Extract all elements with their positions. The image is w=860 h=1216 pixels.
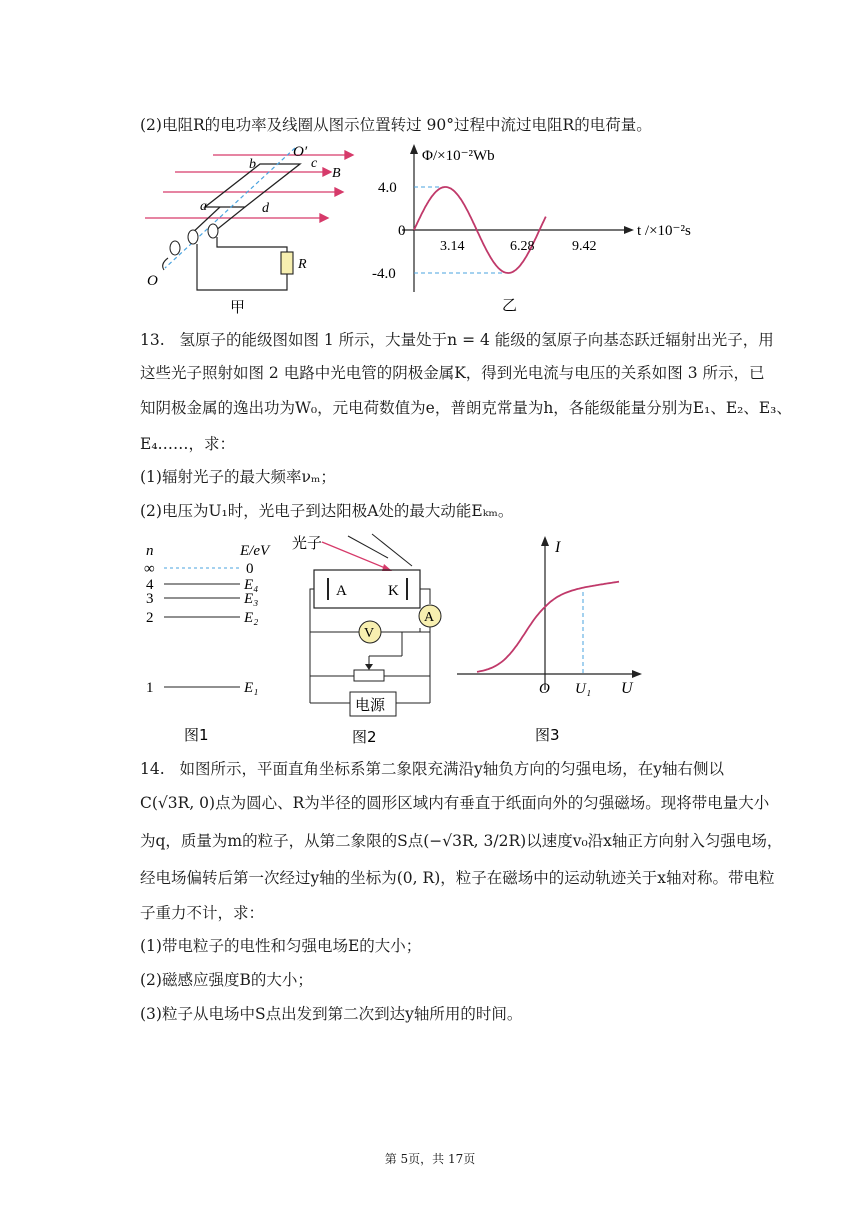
x-tick: 6.28 <box>510 239 535 254</box>
label-b: b <box>249 157 256 172</box>
E-label: E/eV <box>240 543 270 559</box>
page-footer: 第 5页，共 17页 <box>384 1152 476 1166</box>
level-E: E₂ <box>244 610 259 626</box>
label-B: B <box>332 166 341 181</box>
origin-label: O <box>539 681 550 697</box>
level-n: ∞ <box>144 561 155 577</box>
u1-label: U₁ <box>575 681 592 697</box>
q13-part2: (2)电压为U₁时，光电子到达阳极A处的最大动能Eₖₘ。 <box>140 502 514 520</box>
q14-line-1 <box>140 757 724 779</box>
level-n: 2 <box>146 610 154 626</box>
n-label: n <box>146 543 154 559</box>
y-axis-label: I <box>555 539 561 556</box>
q14-text: 如图所示，平面直角坐标系第二象限充满沿y轴负方向的匀强电场，在y轴右侧以 <box>179 760 724 778</box>
q14-line-5: 子重力不计，求： <box>140 904 265 922</box>
figure-2-photocell-circuit <box>292 528 452 750</box>
label-a: a <box>200 199 207 214</box>
figure-3-iu-curve <box>455 530 655 750</box>
level-E: E₃ <box>244 591 259 607</box>
level-n: 1 <box>146 680 154 696</box>
q14-number: 14. <box>140 760 165 778</box>
q13-line-1 <box>140 328 774 350</box>
source-label: 电源 <box>355 696 386 714</box>
q13-text: 氢原子的能级图如图 1 所示，大量处于n = 4 能级的氢原子向基态跃迁辐射出光子，用 <box>179 331 774 349</box>
y-tick: -4.0 <box>372 266 396 282</box>
photon-label: 光子 <box>292 534 323 552</box>
x-axis-label: U <box>621 680 633 697</box>
q13-line-4: E₄……，求： <box>140 435 236 453</box>
y-tick: 0 <box>398 223 406 239</box>
ammeter-label: A <box>424 610 435 625</box>
q14-part3: (3)粒子从电场中S点出发到第二次到达y轴所用的时间。 <box>140 1005 523 1023</box>
x-tick: 9.42 <box>572 239 597 254</box>
y-axis-label: Φ/×10⁻²Wb <box>422 148 495 164</box>
caption-fig3: 图3 <box>535 726 560 744</box>
level-E: E₄ <box>244 577 259 593</box>
q14-part2: (2)磁感应强度B的大小； <box>140 971 313 989</box>
label-d: d <box>262 201 269 216</box>
caption-fig2: 图2 <box>352 728 377 746</box>
q14-line-3: 为q，质量为m的粒子，从第二象限的S点(−√3R, 3/2R)以速度v₀沿x轴正方向射入匀强电场， <box>140 832 783 850</box>
level-n: 3 <box>146 591 154 607</box>
q14-line-2: C(√3R, 0)点为圆心、R为半径的圆形区域内有垂直于纸面向外的匀强磁场。现将带电量大小 <box>140 794 770 812</box>
voltmeter-label: V <box>364 626 375 641</box>
y-tick: 4.0 <box>378 180 397 196</box>
q13-part1: (1)辐射光子的最大频率νₘ； <box>140 468 336 486</box>
level-E: E₁ <box>244 680 259 696</box>
caption-jia: 甲 <box>230 298 246 315</box>
q14-part1: (1)带电粒子的电性和匀强电场E的大小； <box>140 937 422 955</box>
level-n: 4 <box>146 577 154 593</box>
figure-yi-flux-graph <box>372 140 712 315</box>
caption-yi: 乙 <box>502 296 518 314</box>
x-tick: 3.14 <box>440 239 465 254</box>
figure-jia-coil <box>135 140 360 315</box>
label-O: O <box>147 273 158 289</box>
q13-line-3: 知阴极金属的逸出功为W₀，元电荷数值为e，普朗克常量为h，各能级能量分别为E₁、E₂、E₃、 <box>140 399 792 417</box>
label-o-prime: O′ <box>293 144 308 160</box>
q14-line-4: 经电场偏转后第一次经过y轴的坐标为(0, R)，粒子在磁场中的运动轨迹关于x轴对称。带电粒 <box>140 869 775 887</box>
q13-number: 13. <box>140 331 165 349</box>
cathode-label: K <box>388 583 399 599</box>
figure-1-energy-levels <box>140 535 280 750</box>
caption-fig1: 图1 <box>184 726 209 744</box>
anode-label: A <box>336 583 347 599</box>
label-c: c <box>311 156 318 171</box>
label-R: R <box>298 257 307 272</box>
q12-part2-text: (2)电阻R的电功率及线圈从图示位置转过 90°过程中流过电阻R的电荷量。 <box>140 116 652 134</box>
q13-line-2: 这些光子照射如图 2 电路中光电管的阴极金属K，得到光电流与电压的关系如图 3 所示，已 <box>140 364 765 382</box>
level-E: 0 <box>246 561 254 577</box>
x-axis-label: t /×10⁻²s <box>637 223 691 239</box>
